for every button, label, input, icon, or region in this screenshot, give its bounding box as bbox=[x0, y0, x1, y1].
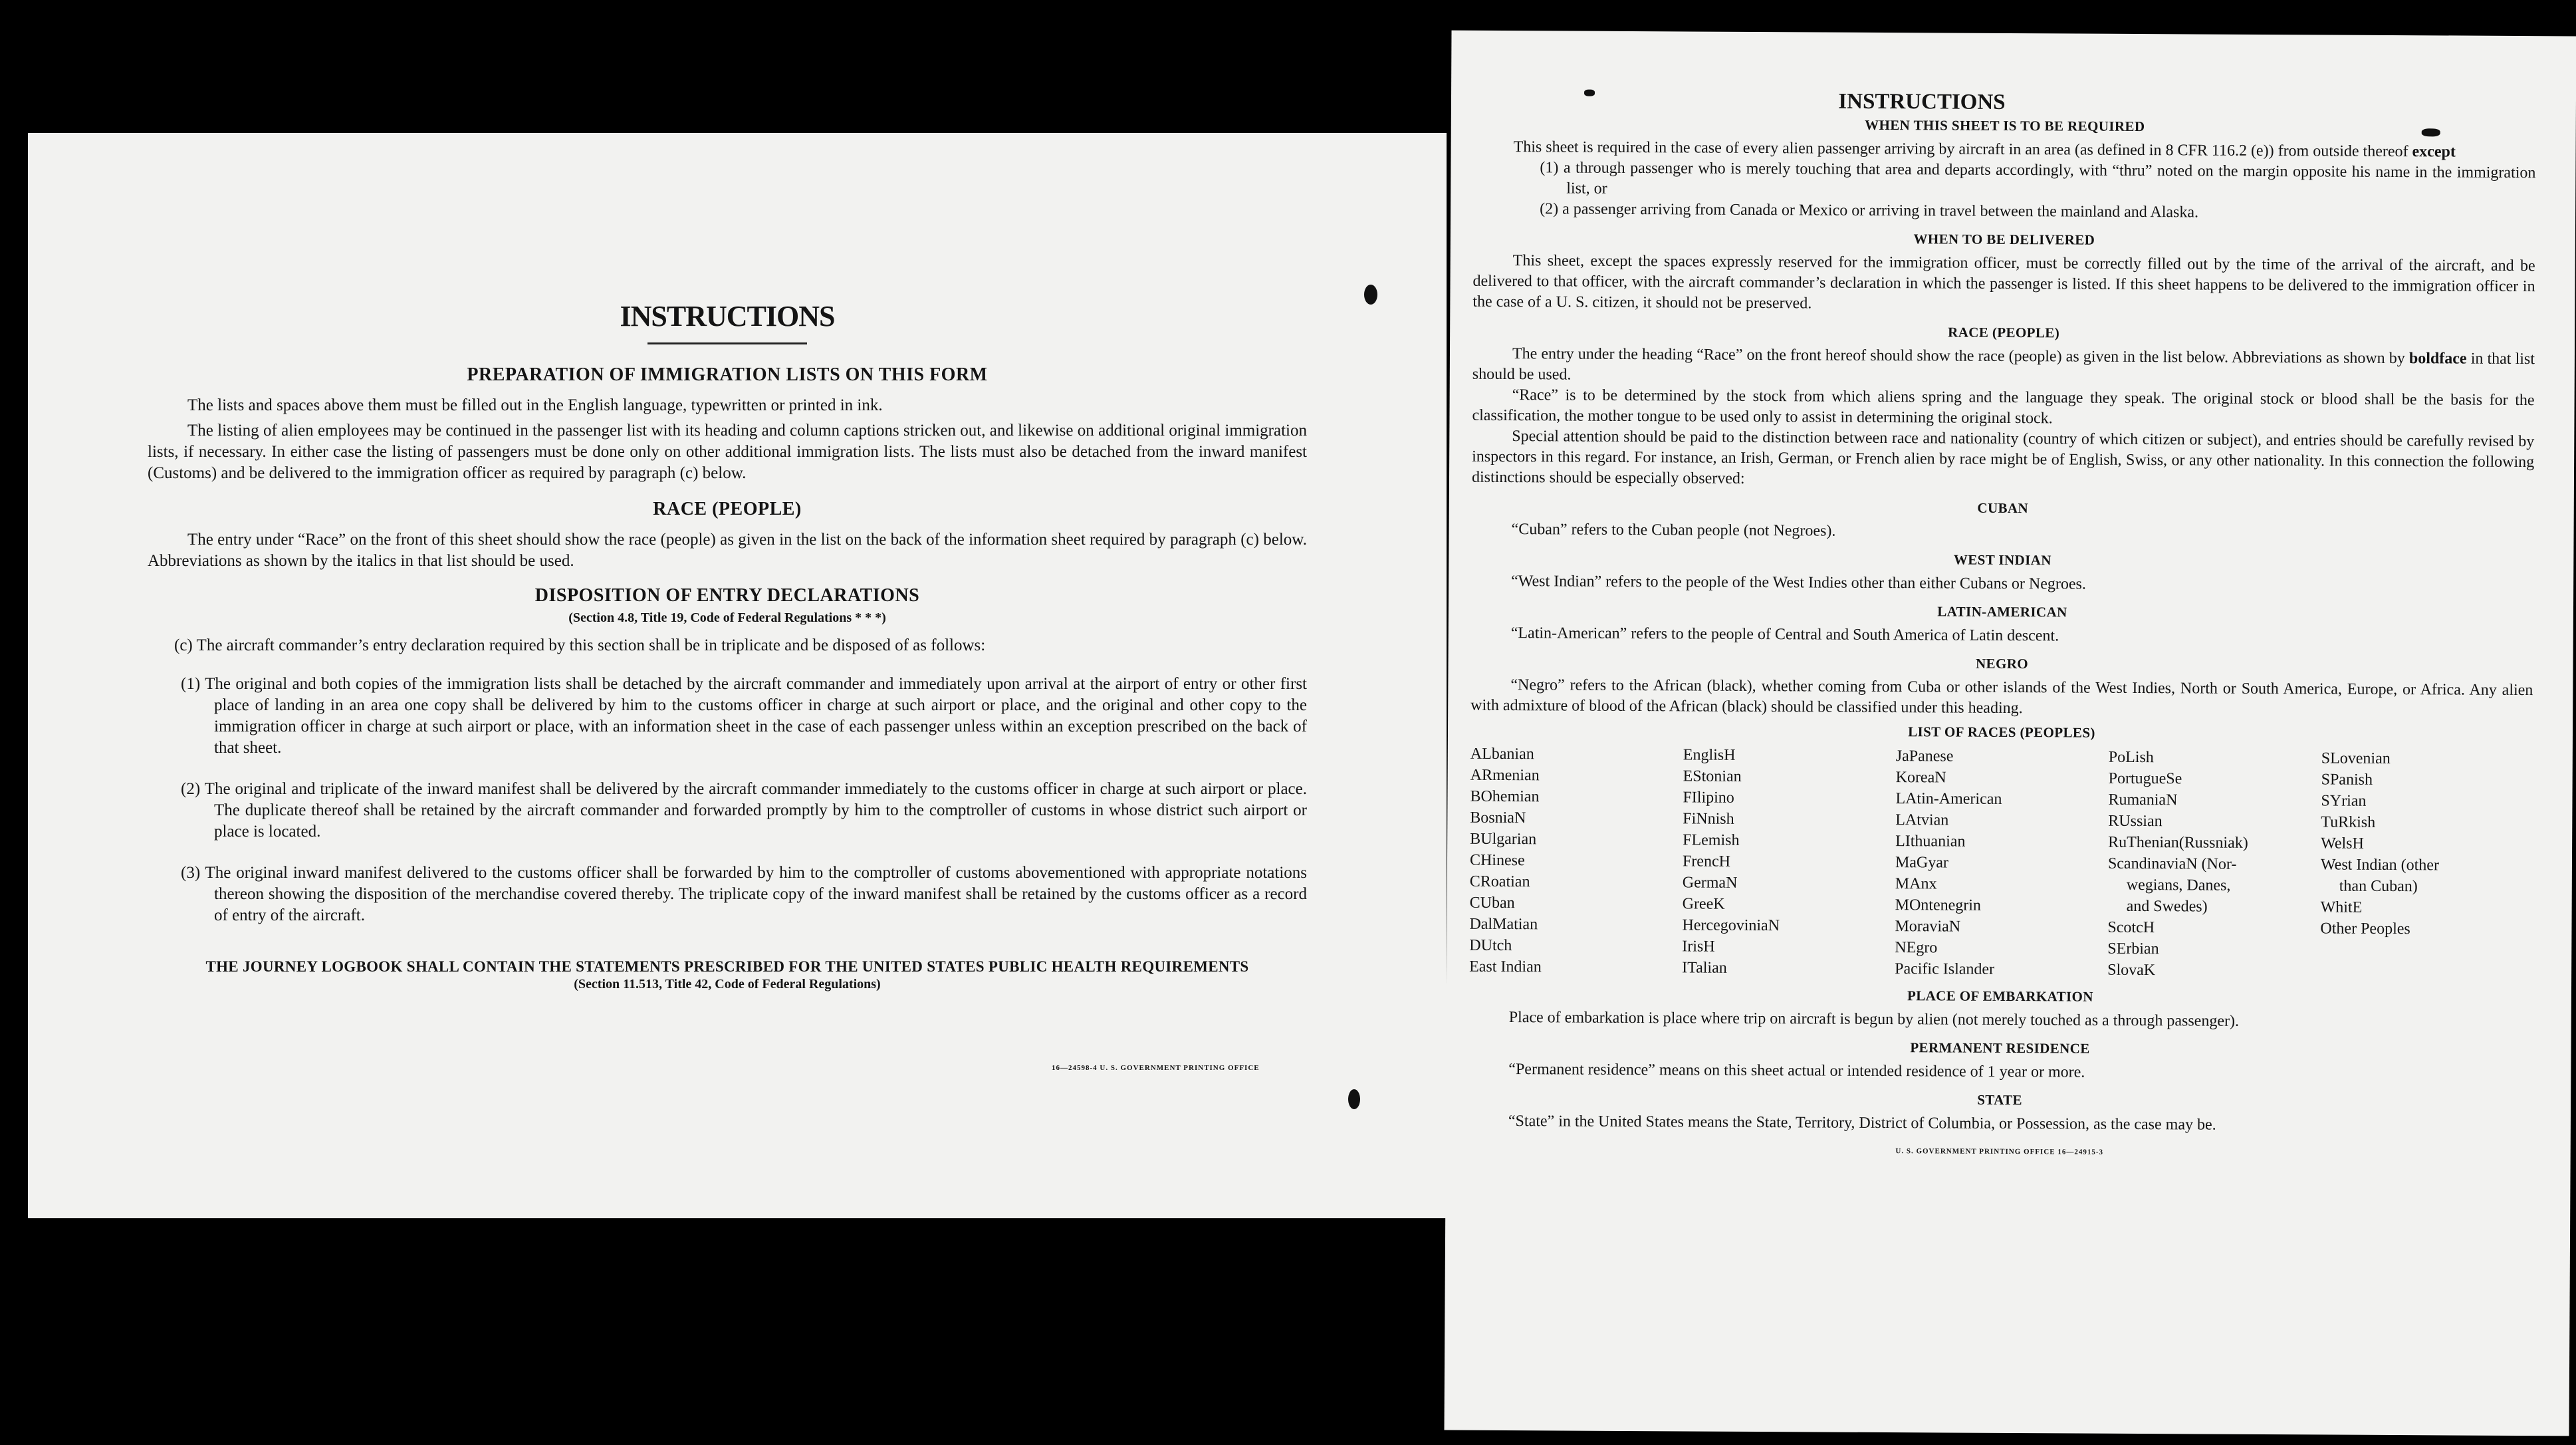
race-item: wegians, Danes, bbox=[2126, 876, 2231, 894]
paragraph: The lists and spaces above them must be filled out in the English language, typewritten or printed in ink. bbox=[187, 396, 883, 414]
race-item: Pacific Islander bbox=[1895, 960, 1995, 978]
race-item: DalMatian bbox=[1469, 915, 1538, 934]
list-item: (2) The original and triplicate of the inward manifest shall be delivered by the aircraft commander immediately to the customs officer in charge at such airport or place. The duplicate thereof shall be retained by the aircraft commander and forwarded promptly by him to the comptroller of customs in whose district such airport or place is located. bbox=[181, 780, 1307, 841]
race-item: DUtch bbox=[1469, 936, 1512, 955]
race-item: EnglisH bbox=[1683, 746, 1736, 764]
printer-imprint: U. S. GOVERNMENT PRINTING OFFICE 16—24915-3 bbox=[1895, 1147, 2104, 1156]
right-instruction-sheet bbox=[1445, 31, 2576, 1436]
race-item: ALbanian bbox=[1470, 745, 1534, 763]
paragraph: The listing of alien employees may be continued in the passenger list with its heading and column captions stricken out, and likewise on additional original immigration lists, if necessary. In either case the listing of passengers must be done only on other additional immigration lists. The lists must also be detached from the inward manifest (Customs) and be delivered to the immigration officer as required by paragraph (c) below. bbox=[148, 422, 1307, 482]
race-item: IrisH bbox=[1682, 938, 1715, 956]
section-heading: RACE (PEOPLE) bbox=[653, 499, 802, 519]
race-item: TuRkish bbox=[2321, 813, 2376, 831]
race-column bbox=[2320, 747, 2519, 983]
section-subheading: (Section 4.8, Title 19, Code of Federal Regulations * * *) bbox=[568, 610, 886, 625]
paragraph: “State” in the United States means the State, Territory, District of Columbia, or Possession, as the case may be. bbox=[1508, 1113, 2216, 1134]
race-item: BosniaN bbox=[1470, 809, 1526, 827]
race-item: MAnx bbox=[1895, 875, 1937, 893]
paragraph: (c) The aircraft commander’s entry declaration required by this section shall be in triplicate and be disposed of as follows: bbox=[174, 636, 986, 654]
section-heading: WEST INDIAN bbox=[1953, 551, 2051, 569]
race-item: and Swedes) bbox=[2126, 897, 2208, 916]
paragraph: “Latin-American” refers to the people of Central and South America of Latin descent. bbox=[1510, 624, 2059, 645]
race-column bbox=[1895, 745, 2094, 981]
logbook-notice: THE JOURNEY LOGBOOK SHALL CONTAIN THE STATEMENTS PRESCRIBED FOR THE UNITED STATES PUBLIC HEALTH REQUIREMENTS bbox=[205, 958, 1249, 975]
race-item: WelsH bbox=[2321, 835, 2364, 853]
paragraph: This sheet, except the spaces expressly reserved for the immigration officer, must be correctly filled out by the time of the arrival of the aircraft, and be delivered to that officer, with the aircraft commander’s declaration in which the passenger is listed. If this sheet happens to be delivered to the immigration officer in the case of a U. S. citizen, it should not be preserved. bbox=[1472, 252, 2535, 313]
paragraph: “West Indian” refers to the people of the West Indies other than either Cubans or Negroes. bbox=[1511, 573, 2086, 593]
logbook-citation: (Section 11.513, Title 42, Code of Federal Regulations) bbox=[574, 977, 881, 991]
emphasis-text: boldface bbox=[2408, 350, 2467, 368]
section-heading: STATE bbox=[1977, 1091, 2023, 1109]
race-item: WhitE bbox=[2320, 898, 2363, 916]
race-item: RumaniaN bbox=[2108, 791, 2178, 809]
ink-spot bbox=[1348, 1089, 1360, 1109]
race-item: SLovenian bbox=[2321, 749, 2391, 767]
section-heading: PLACE OF EMBARKATION bbox=[1907, 987, 2093, 1005]
race-item: BUlgarian bbox=[1470, 830, 1537, 849]
paragraph: “Permanent residence” means on this sheet actual or intended residence of 1 year or more. bbox=[1508, 1061, 2085, 1081]
race-item: LAtvian bbox=[1895, 811, 1949, 829]
race-item: BOhemian bbox=[1470, 787, 1540, 806]
race-item: FIlipino bbox=[1683, 789, 1734, 807]
race-item: Other Peoples bbox=[2320, 920, 2410, 938]
race-item: MaGyar bbox=[1895, 854, 1949, 872]
race-item: SErbian bbox=[2107, 940, 2159, 958]
ink-spot bbox=[1584, 90, 1595, 96]
list-item: (2) a passenger arriving from Canada or Mexico or arriving in travel between the mainland and Alaska. bbox=[1540, 200, 2199, 221]
race-item: SlovaK bbox=[2107, 961, 2156, 980]
race-item: FiNnish bbox=[1683, 810, 1734, 828]
race-column bbox=[2107, 747, 2307, 982]
list-item: (3) The original inward manifest delivered to the customs officer shall be forwarded by him to the comptroller of customs abovementioned with appropriate notations thereon showing the disposition of the merchandise covered thereby. The triplicate copy of the inward manifest shall be retained by the customs officer as a record of entry of the aircraft. bbox=[181, 864, 1307, 924]
race-item: CUban bbox=[1469, 894, 1515, 912]
list-item: (1) The original and both copies of the immigration lists shall be detached by the aircraft commander and immediately upon arrival at the airport of entry or other first place of landing in an area one copy shall be delivered by him to the customs officer in charge at such airport or place, and the original and other copy to the immigration officer in charge at such airport or place, with an information sheet in the case of each passenger unless within an exception prescribed on the back of that sheet. bbox=[181, 675, 1307, 757]
race-column bbox=[1682, 744, 1881, 980]
section-heading: DISPOSITION OF ENTRY DECLARATIONS bbox=[534, 585, 920, 606]
race-item: JaPanese bbox=[1895, 747, 1954, 765]
race-item: CRoatian bbox=[1469, 872, 1530, 891]
race-item: FLemish bbox=[1683, 831, 1740, 849]
race-column bbox=[1469, 743, 1669, 979]
race-item: CHinese bbox=[1469, 851, 1525, 870]
paragraph: Place of embarkation is place where trip on aircraft is begun by alien (not merely touched as a through passenger). bbox=[1508, 1009, 2240, 1030]
section-heading: CUBAN bbox=[1977, 499, 2029, 517]
paragraph: “Negro” refers to the African (black), whether coming from Cuba or other islands of the West Indies, North or South America, Europe, or Africa. Any alien with admixture of blood of the African (black) should be classified under this heading. bbox=[1470, 676, 2533, 718]
race-item: LIthuanian bbox=[1895, 833, 1966, 851]
race-item: ScotcH bbox=[2107, 918, 2155, 937]
list-item: (1) a through passenger who is merely touching that area and departs accordingly, with “thru” noted on the margin opposite his name in the immigration list, or bbox=[1540, 159, 2536, 197]
paragraph-text: in that list should be used. bbox=[1472, 350, 2535, 384]
race-item: RUssian bbox=[2108, 812, 2163, 831]
paragraph-text: The entry under the heading “Race” on the front hereof should show the race (people) as given in the list below. Abbreviations as shown by bbox=[1512, 345, 2405, 368]
section-heading: NEGRO bbox=[1975, 655, 2029, 672]
race-item: RuThenian(Russniak) bbox=[2108, 833, 2248, 852]
race-item: East Indian bbox=[1469, 958, 1542, 976]
race-item: West Indian (other bbox=[2320, 856, 2440, 874]
page-title: INSTRUCTIONS bbox=[1838, 89, 2006, 114]
left-instruction-sheet bbox=[28, 133, 1447, 1218]
race-item: ARmenian bbox=[1470, 766, 1540, 785]
section-heading: PERMANENT RESIDENCE bbox=[1910, 1039, 2090, 1057]
paragraph: “Cuban” refers to the Cuban people (not Negroes). bbox=[1511, 521, 1836, 540]
printer-imprint: 16—24598-4 U. S. GOVERNMENT PRINTING OFFICE bbox=[1052, 1064, 1260, 1072]
title-underline bbox=[647, 342, 807, 344]
race-item: SYrian bbox=[2321, 792, 2367, 810]
race-item: ScandinaviaN (Nor- bbox=[2107, 854, 2237, 873]
race-item: GermaN bbox=[1682, 874, 1738, 892]
race-item: PortugueSe bbox=[2108, 769, 2182, 788]
ink-spot bbox=[1364, 285, 1377, 305]
race-item: EStonian bbox=[1683, 767, 1742, 785]
section-heading: WHEN TO BE DELIVERED bbox=[1913, 231, 2095, 248]
section-heading: RACE (PEOPLE) bbox=[1948, 324, 2060, 341]
race-item: than Cuban) bbox=[2339, 877, 2418, 896]
race-item: LAtin-American bbox=[1895, 790, 2002, 808]
race-item: ITalian bbox=[1682, 959, 1727, 977]
emphasis-text: except bbox=[2412, 143, 2456, 161]
race-item: NEgro bbox=[1895, 939, 1938, 957]
paragraph: The entry under “Race” on the front of this sheet should show the race (people) as given in the list on the back of the information sheet required by paragraph (c) below. Abbreviations as shown by the italics in that list should be used. bbox=[148, 531, 1307, 570]
section-heading: LIST OF RACES (PEOPLES) bbox=[1908, 723, 2095, 741]
race-item: GreeK bbox=[1682, 895, 1725, 913]
race-item: PoLish bbox=[2108, 748, 2154, 767]
section-heading: PREPARATION OF IMMIGRATION LISTS ON THIS FORM bbox=[467, 364, 988, 385]
race-item: SPanish bbox=[2321, 771, 2373, 789]
race-list bbox=[1469, 743, 2533, 983]
paragraph: “Race” is to be determined by the stock from which aliens spring and the language they speak. The original stock or blood shall be the basis for the classification, the mother tongue to be used only to assist in determining the original stock. bbox=[1472, 386, 2535, 428]
race-item: MOntenegrin bbox=[1895, 896, 1982, 914]
race-item: MoraviaN bbox=[1895, 918, 1961, 936]
race-item: FrencH bbox=[1682, 853, 1731, 870]
section-heading: LATIN-AMERICAN bbox=[1937, 603, 2067, 620]
paragraph bbox=[1472, 344, 2535, 390]
paragraph-text: This sheet is required in the case of every alien passenger arriving by aircraft in an area (as defined in 8 CFR 116.2 (e)) from outside thereof bbox=[1513, 138, 2408, 161]
paragraph: Special attention should be paid to the distinction between race and nationality (country of which citizen or subject), and entries should be carefully revised by inspectors in this regard. For instance, an Irish, German, or French alien by race might be of English, Swiss, or any other nationality. In this connection the following distinctions should be especially observed: bbox=[1471, 428, 2535, 487]
race-item: HercegoviniaN bbox=[1682, 916, 1780, 935]
race-item: KoreaN bbox=[1895, 769, 1946, 787]
ink-spot bbox=[2422, 128, 2440, 136]
section-heading: WHEN THIS SHEET IS TO BE REQUIRED bbox=[1865, 116, 2145, 135]
page-title: INSTRUCTIONS bbox=[620, 300, 835, 332]
